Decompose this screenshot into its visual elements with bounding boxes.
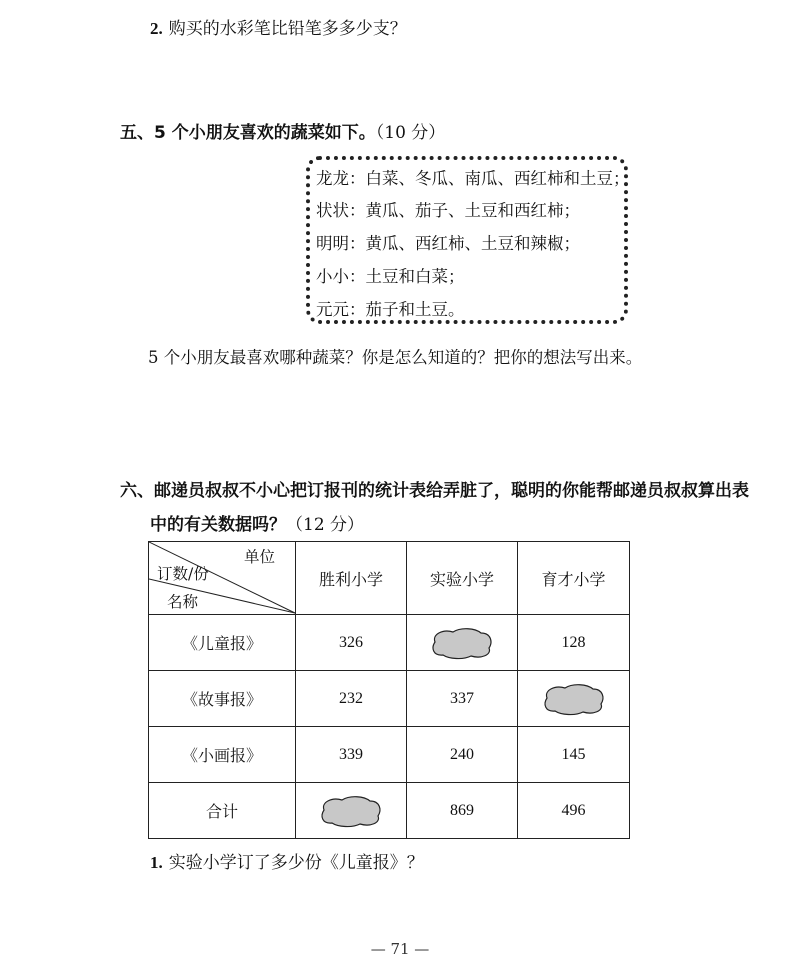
section-5-heading: 五、5 个小朋友喜欢的蔬菜如下。 [120, 123, 376, 143]
section-5-question: 5 个小朋友最喜欢哪种蔬菜？你是怎么知道的？把你的想法写出来。 [148, 348, 643, 367]
question-text: 购买的水彩笔比铅笔多多少支？ [168, 19, 407, 39]
smudged-cell [407, 615, 518, 671]
row-label: 《小画报》 [149, 727, 296, 783]
section-5-points: （10 分） [375, 123, 446, 143]
question-number: 2. [150, 19, 163, 38]
row-label: 合计 [149, 783, 296, 839]
question-number: 1. [150, 853, 163, 872]
smudged-cell [518, 671, 630, 727]
section-6-heading-end: 中的有关数据吗？ [150, 515, 286, 535]
section-6-title-line2 [150, 510, 364, 535]
column-header: 实验小学 [407, 542, 518, 615]
column-header: 胜利小学 [296, 542, 407, 615]
subscription-table [148, 541, 630, 839]
ink-smudge-icon [541, 682, 607, 716]
table-row [149, 783, 630, 839]
diag-label-count: 订数/份 [157, 565, 209, 583]
section-6-title-line1: 六、邮递员叔叔不小心把订报刊的统计表给弄脏了，聪明的你能帮邮递员叔叔算出表 [120, 481, 749, 501]
section-5-title [120, 118, 445, 143]
smudged-cell [296, 783, 407, 839]
diagonal-header-cell [149, 542, 296, 615]
preference-line-mingming: 明明：黄瓜、西红柿、土豆和辣椒； [316, 234, 580, 253]
table-row [149, 671, 630, 727]
table-row [149, 615, 630, 671]
table-cell: 339 [296, 727, 407, 783]
table-header-row [149, 542, 630, 615]
preference-line-longlong: 龙龙：白菜、冬瓜、南瓜、西红柿和土豆； [316, 169, 630, 188]
table-cell: 326 [296, 615, 407, 671]
table-cell: 240 [407, 727, 518, 783]
ink-smudge-icon [318, 794, 384, 828]
previous-question-2 [150, 14, 407, 39]
table-cell: 232 [296, 671, 407, 727]
table-body [149, 615, 630, 839]
table-cell: 337 [407, 671, 518, 727]
question-1 [150, 848, 424, 873]
question-text: 实验小学订了多少份《儿童报》？ [168, 853, 424, 873]
section-6-points: （12 分） [286, 515, 365, 535]
diag-label-name: 名称 [167, 593, 199, 611]
column-header: 育才小学 [518, 542, 630, 615]
table-cell: 496 [518, 783, 630, 839]
table-cell: 128 [518, 615, 630, 671]
table-row [149, 727, 630, 783]
row-label: 《故事报》 [149, 671, 296, 727]
preference-line-xiaoxiao: 小小：土豆和白菜； [316, 267, 465, 286]
diag-label-unit: 单位 [244, 548, 276, 566]
table-cell: 145 [518, 727, 630, 783]
table-cell: 869 [407, 783, 518, 839]
preference-line-zhuangzhuang: 状状：黄瓜、茄子、土豆和西红柿； [316, 201, 580, 220]
preference-line-yuanyuan: 元元：茄子和土豆。 [316, 300, 465, 319]
row-label: 《儿童报》 [149, 615, 296, 671]
ink-smudge-icon [429, 626, 495, 660]
page-number: — 71 — [370, 940, 430, 958]
